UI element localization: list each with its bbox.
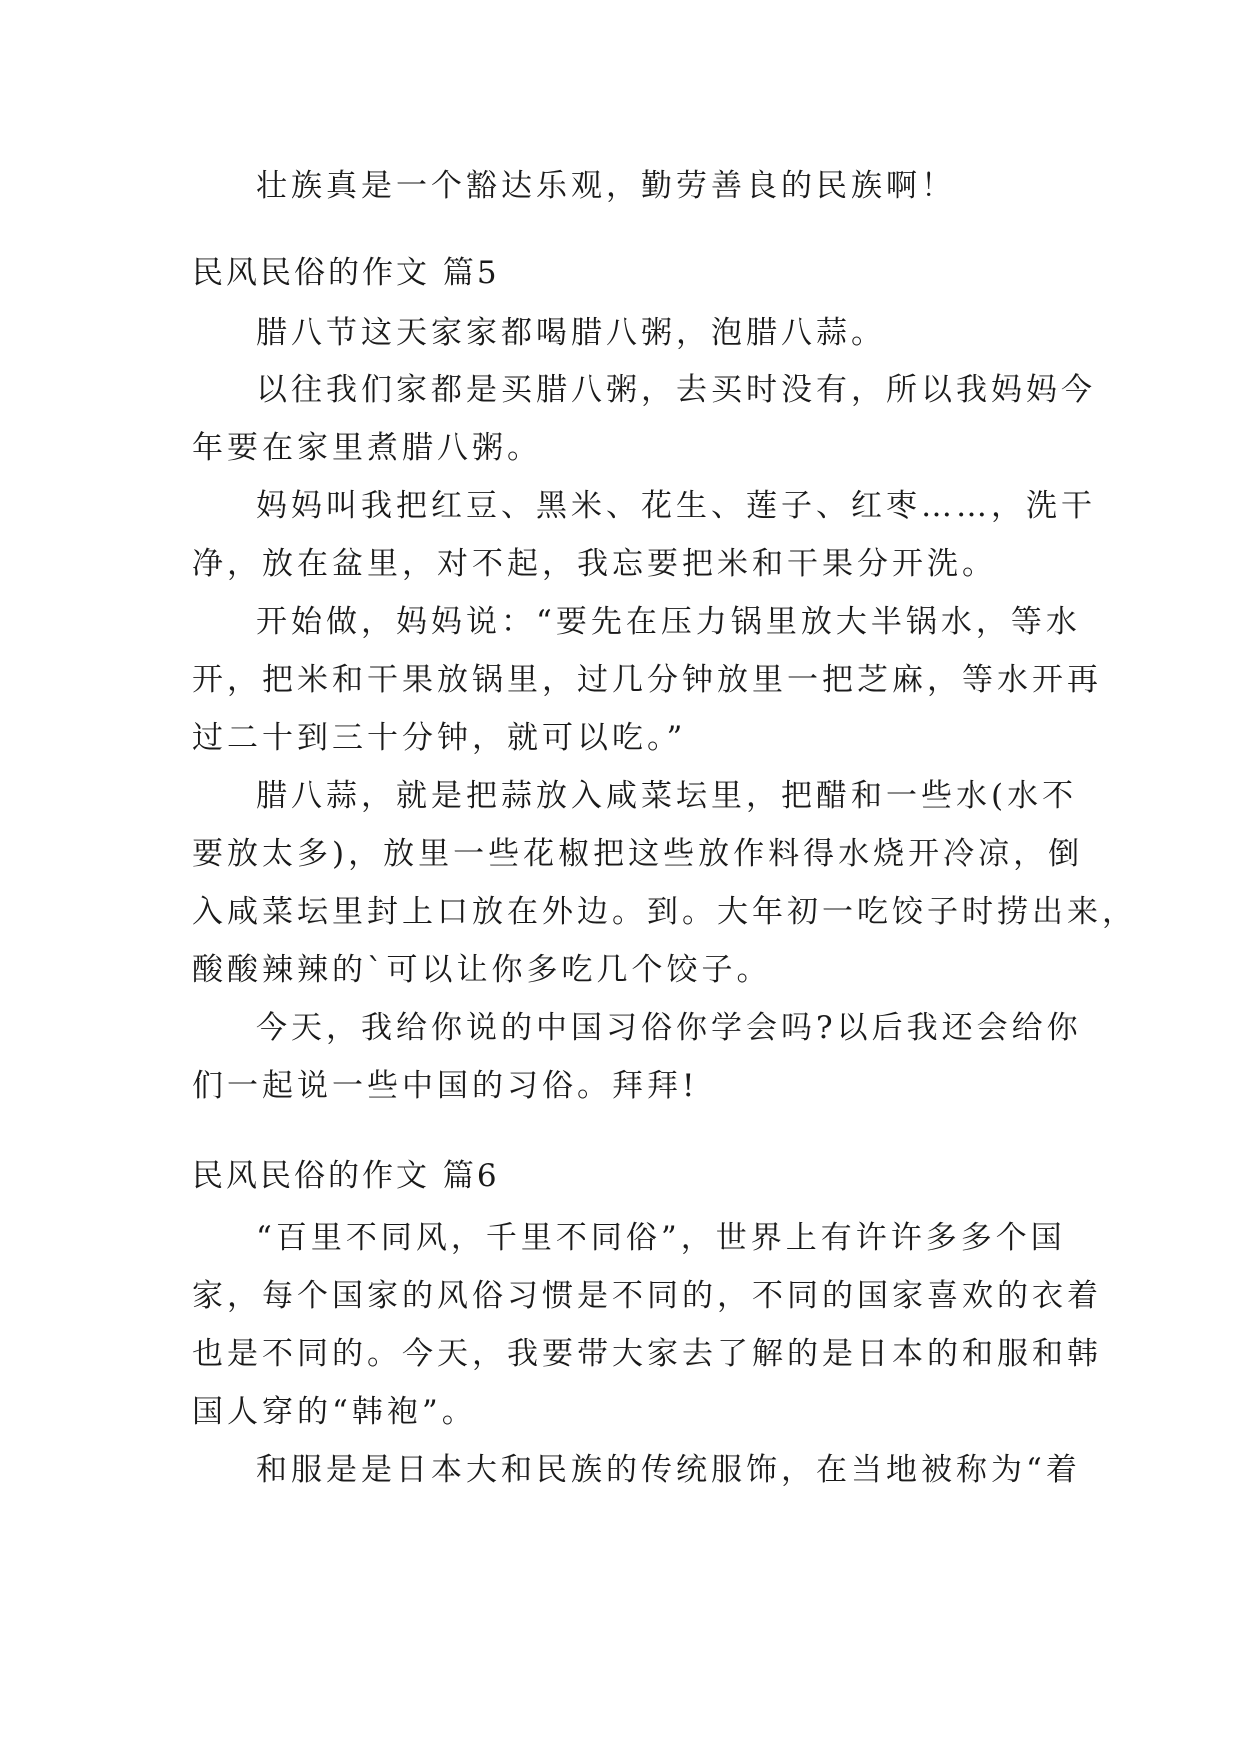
paragraph-line: 国人穿的“韩袍”。 [192,1394,477,1430]
paragraph-line: 腊八节这天家家都喝腊八粥，泡腊八蒜。 [256,315,886,351]
paragraph-line: 们一起说一些中国的习俗。拜拜! [192,1068,699,1104]
paragraph-line: 以往我们家都是买腊八粥，去买时没有，所以我妈妈今 [256,372,1096,408]
paragraph-line: 开始做，妈妈说：“要先在压力锅里放大半锅水，等水 [256,604,1081,640]
paragraph-line: 要放太多)，放里一些花椒把这些放作料得水烧开冷凉，倒 [192,836,1084,872]
paragraph-line: 也是不同的。今天，我要带大家去了解的是日本的和服和韩 [192,1336,1102,1372]
paragraph-line: 今天，我给你说的中国习俗你学会吗?以后我还会给你 [256,1010,1082,1046]
paragraph-line: 年要在家里煮腊八粥。 [192,430,542,466]
section-heading: 民风民俗的作文 篇5 [192,255,500,291]
paragraph-line: 酸酸辣辣的`可以让你多吃几个饺子。 [192,952,772,988]
paragraph-line: 过二十到三十分钟，就可以吃。” [192,720,687,756]
paragraph-line: 净，放在盆里，对不起，我忘要把米和干果分开洗。 [192,546,997,582]
paragraph-line: 和服是是日本大和民族的传统服饰，在当地被称为“着 [256,1452,1081,1488]
paragraph-line: 壮族真是一个豁达乐观，勤劳善良的民族啊！ [256,168,956,204]
paragraph-line: 家，每个国家的风俗习惯是不同的，不同的国家喜欢的衣着 [192,1278,1102,1314]
section-heading: 民风民俗的作文 篇6 [192,1158,500,1194]
paragraph-line: 妈妈叫我把红豆、黑米、花生、莲子、红枣……，洗干 [256,488,1096,524]
paragraph-line: 腊八蒜，就是把蒜放入咸菜坛里，把醋和一些水(水不 [256,778,1078,814]
paragraph-line: 开，把米和干果放锅里，过几分钟放里一把芝麻，等水开再 [192,662,1102,698]
paragraph-line: 入咸菜坛里封上口放在外边。到。大年初一吃饺子时捞出来， [192,894,1137,930]
paragraph-line: “百里不同风，千里不同俗”，世界上有许许多多个国 [256,1220,1066,1256]
